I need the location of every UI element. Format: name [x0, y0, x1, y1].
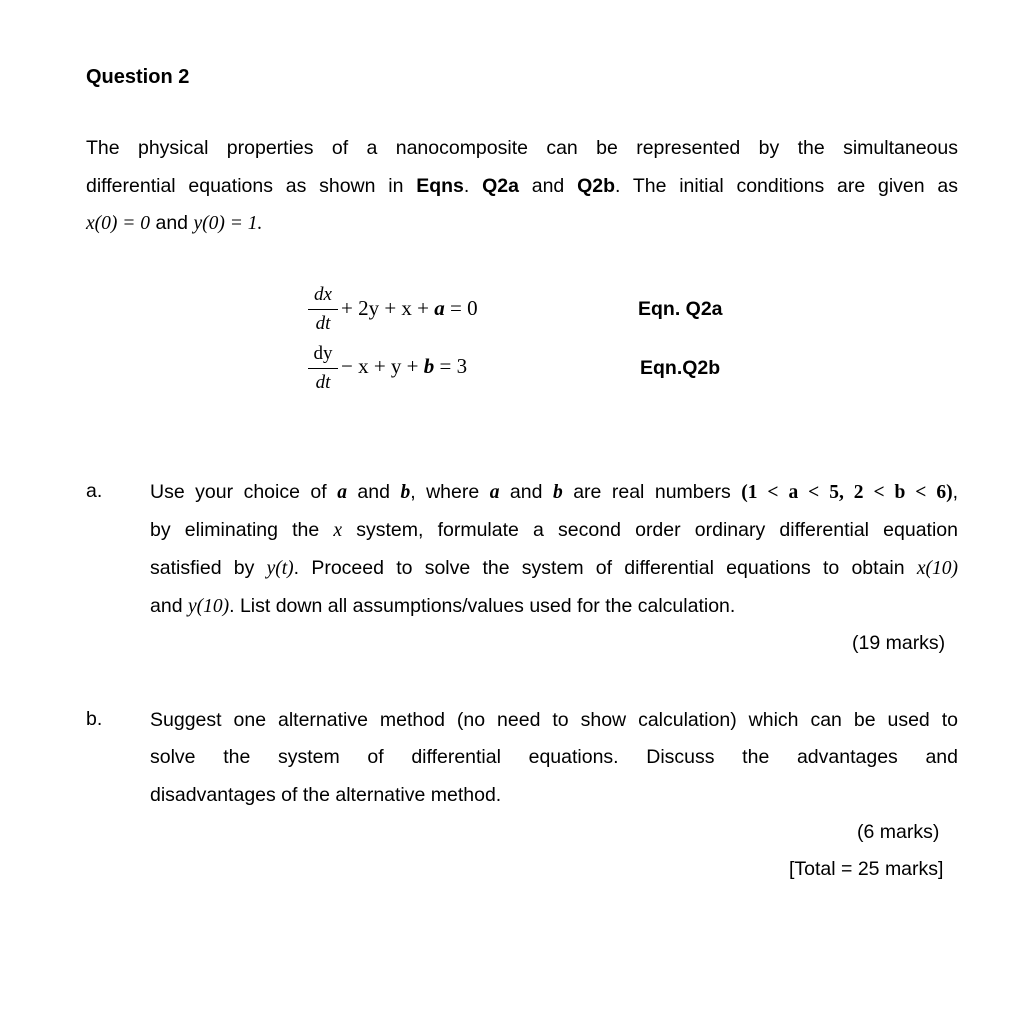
equation-q2a-body	[341, 296, 478, 321]
var-b: b	[552, 482, 563, 503]
initial-condition-y: y(0) = 1.	[193, 213, 263, 234]
part-a-text: system, formulate a second order ordinary differential equation	[342, 519, 959, 541]
part-a-line-2	[150, 518, 958, 543]
eqns-ref: Eqns	[416, 175, 464, 197]
equation-rhs: = 0	[444, 296, 478, 320]
part-a-text: Use your choice of	[150, 481, 338, 503]
part-b-label: b.	[86, 708, 103, 730]
part-b-line-1: Suggest one alternative method (no need to show calculation) which can be used to	[150, 709, 958, 731]
var-y-10: y(10)	[187, 596, 230, 617]
q2a-ref: Q2a	[482, 175, 519, 197]
fraction-denominator: dt	[315, 313, 331, 334]
part-a-line-3	[150, 556, 958, 581]
part-a-text: satisfied by	[150, 557, 267, 579]
part-a-text: and	[150, 595, 188, 617]
part-a-marks: (19 marks)	[852, 632, 946, 654]
part-b-line-2: solve the system of differential equations. Discuss the advantages and	[150, 746, 958, 768]
part-a-line-1	[150, 480, 958, 505]
intro-line-3	[86, 211, 958, 236]
equation-terms: + 2y + x +	[341, 296, 435, 320]
intro-text: and	[150, 212, 194, 234]
part-b-line-3: disadvantages of the alternative method.	[150, 784, 502, 806]
equation-terms: − x + y +	[341, 354, 424, 378]
question-title: Question 2	[86, 66, 190, 88]
var-x-10: x(10)	[916, 558, 958, 579]
equation-rhs: = 3	[434, 354, 468, 378]
part-a-text: and	[499, 481, 553, 503]
var-a: a	[489, 482, 500, 503]
fraction-denominator: dt	[315, 372, 331, 393]
var-a: a	[337, 482, 347, 503]
part-a-text: are real numbers	[562, 481, 742, 503]
param-b: b	[423, 354, 435, 378]
intro-text: differential equations as shown in	[86, 175, 417, 197]
part-a-text: ,	[952, 481, 959, 503]
part-b-marks: (6 marks)	[857, 821, 940, 843]
intro-line-2	[86, 174, 958, 198]
part-a-text: , where	[410, 481, 490, 503]
intro-text: . The initial conditions are given as	[615, 175, 958, 197]
var-b: b	[400, 482, 411, 503]
part-a-label: a.	[86, 480, 103, 502]
fraction-numerator: dx	[314, 284, 332, 305]
part-a-line-4	[150, 594, 958, 619]
part-a-text: . Proceed to solve the system of differential equations to obtain	[293, 557, 917, 579]
q2b-ref: Q2b	[577, 175, 615, 197]
parameter-range: (1 < a < 5, 2 < b < 6)	[741, 482, 953, 503]
equation-q2b-body	[341, 354, 467, 379]
param-a: a	[434, 296, 445, 320]
intro-line-1: The physical properties of a nanocomposite can be represented by the simultaneous	[86, 137, 958, 159]
part-a-text: and	[346, 481, 401, 503]
var-x: x	[333, 520, 343, 541]
part-a-text: by eliminating the	[150, 519, 334, 541]
initial-condition-x: x(0) = 0	[86, 213, 151, 234]
fraction-numerator: dy	[313, 343, 333, 364]
equation-label-q2b: Eqn.Q2b	[640, 357, 721, 379]
fraction-dx-dt	[308, 283, 338, 336]
total-marks: [Total = 25 marks]	[789, 858, 944, 880]
fraction-bar	[308, 309, 338, 310]
fraction-bar	[308, 368, 338, 369]
var-y-t: y(t)	[266, 558, 294, 579]
equation-label-q2a: Eqn. Q2a	[638, 298, 723, 320]
intro-text: and	[518, 175, 578, 197]
fraction-dy-dt	[308, 342, 338, 395]
intro-text: .	[463, 175, 483, 197]
part-a-text: . List down all assumptions/values used for the calculation.	[229, 595, 736, 617]
